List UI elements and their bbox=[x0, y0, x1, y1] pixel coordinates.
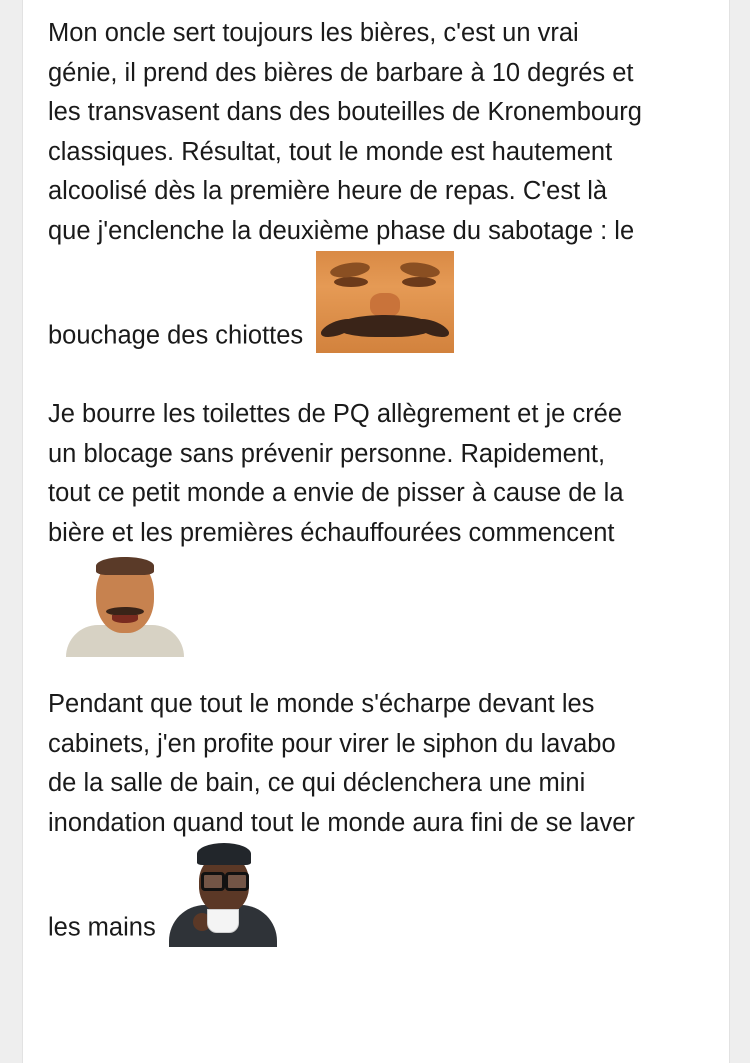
text-line: les transvasent dans des bouteilles de Kronembourg bbox=[48, 98, 642, 126]
text-line: Mon oncle sert toujours les bières, c'est un vrai bbox=[48, 19, 579, 47]
text-line: Pendant que tout le monde s'écharpe devant les bbox=[48, 690, 595, 718]
risitas-closeup-sticker bbox=[316, 251, 454, 353]
text-line: que j'enclenche la deuxième phase du sabotage : le bbox=[48, 216, 635, 245]
text-line: tout ce petit monde a envie de pisser à cause de la bbox=[48, 479, 624, 507]
text-line: bouchage des chiottes bbox=[48, 321, 304, 350]
text-line: de la salle de bain, ce qui déclenchera une mini bbox=[48, 769, 586, 797]
post-page bbox=[22, 0, 730, 1063]
paragraph-3 bbox=[48, 685, 720, 948]
text-line: les mains bbox=[48, 913, 156, 942]
text-line: classiques. Résultat, tout le monde est hautement bbox=[48, 137, 613, 166]
man-with-cup-sticker bbox=[167, 843, 279, 947]
text-line: bière et les premières échauffourées commencent bbox=[48, 518, 615, 547]
paragraph-1 bbox=[48, 14, 720, 356]
post-content bbox=[48, 14, 720, 948]
text-line: un blocage sans prévenir personne. Rapidement, bbox=[48, 439, 606, 468]
text-line: génie, il prend des bières de barbare à 10 degrés et bbox=[48, 58, 634, 87]
text-line: inondation quand tout le monde aura fini de se laver bbox=[48, 808, 635, 837]
text-line: alcoolisé dès la première heure de repas. C'est là bbox=[48, 177, 608, 205]
text-line: Je bourre les toilettes de PQ allègrement et je crée bbox=[48, 400, 623, 428]
risitas-laughing-sticker bbox=[66, 557, 184, 657]
text-line: cabinets, j'en profite pour virer le siphon du lavabo bbox=[48, 729, 616, 758]
paragraph-2 bbox=[48, 395, 720, 553]
